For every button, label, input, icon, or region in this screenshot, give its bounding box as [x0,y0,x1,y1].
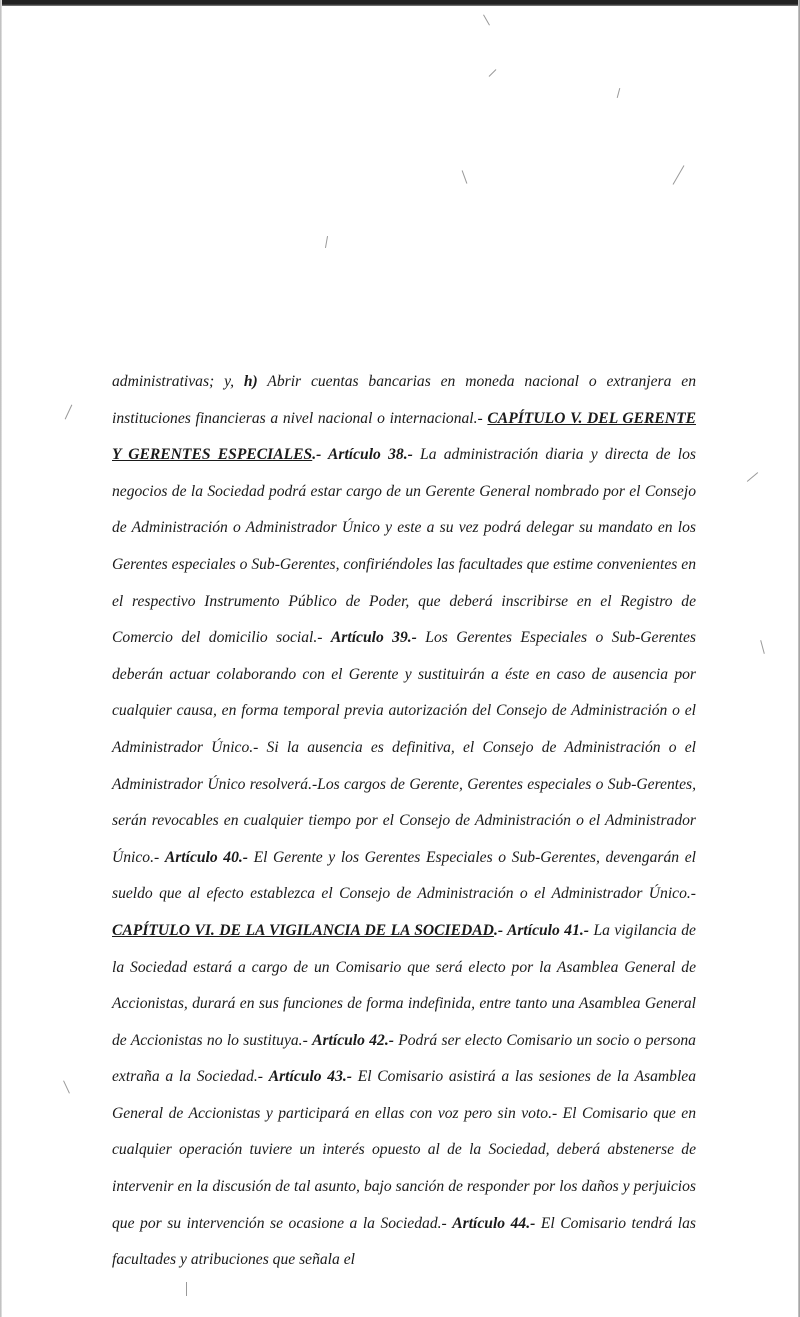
article-label: Artículo 41.- [506,921,589,939]
scan-speck [63,1080,70,1093]
article-label: Artículo 42.- [312,1031,394,1049]
article-label: h) [243,373,258,390]
body-text-run: administrativas; y, [112,373,244,390]
scan-speck [186,1282,187,1296]
scan-speck [673,165,685,185]
body-text-run: La administración diaria y directa de los negocios de la Sociedad podrá estar cargo de un Gerente General nombrado por el Consejo de Administración o Administrador Único y este a su vez podrá delegar su mandato en los Gerentes especiales o Sub-Gerentes, confiriéndoles las facultades que estime convenientes en el respectivo Instrumento Público de Poder, que deberá inscribirse en el Registro de Comercio del domicilio social.- [112,446,696,647]
article-label: Artículo 40.- [164,848,248,866]
scan-top-border [0,0,800,6]
scan-left-edge [0,0,2,1317]
article-label: .- [312,446,328,464]
body-text-run: El Gerente y los Gerentes Especiales o Sub-Gerentes, devengarán el sueldo que al efecto establezca el Consejo de Administración o el Administrador Único.- [112,848,696,903]
scan-speck [489,69,497,77]
scan-speck [462,170,468,183]
scan-speck [65,405,73,420]
scan-speck [747,472,758,482]
chapter-heading: CAPÍTULO VI. DE LA VIGILANCIA DE LA SOCIEDAD [112,921,494,939]
scan-speck [760,640,765,654]
article-label: Artículo 44.- [452,1214,536,1232]
article-label: .- [493,921,507,939]
scan-speck [325,236,328,248]
body-text-run: La vigilancia de la Sociedad estará a cargo de un Comisario que será electo por la Asamblea General de Accionistas, durará en sus funciones de forma indefinida, entre tanto una Asamblea General de Accionistas no lo sustituya.- [112,921,696,1049]
article-label: Artículo 38.- [328,446,413,464]
article-label: Artículo 39.- [330,629,417,647]
body-text-run: El Comisario asistirá a las sesiones de la Asamblea General de Accionistas y participará en ellas con voz pero sin voto.- El Comisario que en cualquier operación tuviere un interés opuesto al de la Sociedad, deberá abstenerse de intervenir en la discusión de tal asunto, bajo sanción de responder por los daños y perjuicios que por su intervención se ocasione a la Sociedad.- [112,1068,696,1232]
chapter-heading: CAPÍTULO V. DEL GERENTE Y GERENTES ESPECIALES [112,409,696,464]
document-body-paragraph [112,364,696,1279]
body-text-run: El Comisario tendrá las facultades y atribuciones que señala el [112,1214,696,1269]
body-text-run: Abrir cuentas bancarias en moneda nacional o extranjera en instituciones financieras a nivel nacional o internacional.- [112,373,696,427]
scan-speck [483,15,490,26]
article-label: Artículo 43.- [268,1068,352,1086]
body-text-run: Los Gerentes Especiales o Sub-Gerentes deberán actuar colaborando con el Gerente y sustituirán a éste en caso de ausencia por cualquier causa, en forma temporal previa autorización del Consejo de Administración o el Administrador Único.- Si la ausencia es definitiva, el Consejo de Administración o el Administrador Único resolverá.-Los cargos de Gerente, Gerentes especiales o Sub-Gerentes, serán revocables en cualquier tiempo por el Consejo de Administración o el Administrador Único.- [112,629,696,866]
body-text-run: Podrá ser electo Comisario un socio o persona extraña a la Sociedad.- [112,1031,696,1086]
scan-speck [617,88,621,98]
